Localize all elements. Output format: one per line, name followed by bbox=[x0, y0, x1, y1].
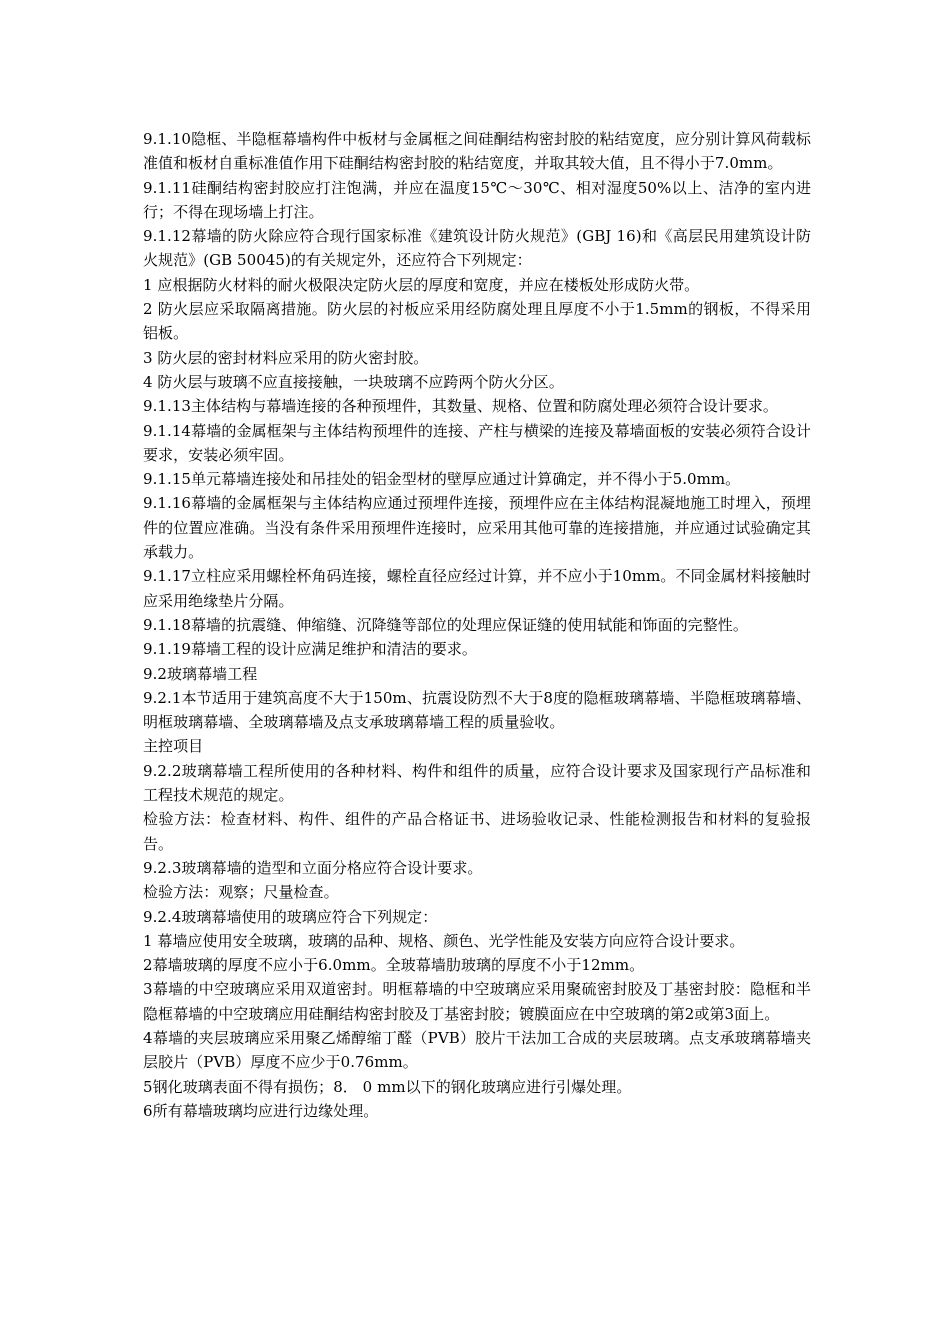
list-item-glass-6: 6所有幕墙玻璃均应进行边缘处理。 bbox=[143, 1101, 379, 1120]
inspection-method-9-2-3: 检验方法：观察；尺量检查。 bbox=[143, 883, 339, 902]
list-item-glass-4: 4幕墙的夹层玻璃应采用聚乙烯醇缩丁醛（PVB）胶片干法加工合成的夹层玻璃。点支承玻璃幕墙夹层胶片（PVB）厚度不应少于0.76mm。 bbox=[143, 1028, 811, 1072]
list-item-fire-4: 4 防火层与玻璃不应直接接触，一块玻璃不应跨两个防火分区。 bbox=[143, 372, 564, 391]
paragraph-9-2-4: 9.2.4玻璃幕墙使用的玻璃应符合下列规定： bbox=[143, 907, 438, 926]
list-item-glass-5: 5钢化玻璃表面不得有损伤；8． 0 mm以下的钢化玻璃应进行引爆处理。 bbox=[143, 1077, 632, 1096]
paragraph-9-1-14: 9.1.14幕墙的金属框架与主体结构预埋件的连接、产柱与横梁的连接及幕墙面板的安装必须符合设计要求，安装必须牢固。 bbox=[143, 421, 811, 464]
section-heading-9-2: 9.2玻璃幕墙工程 bbox=[143, 664, 258, 683]
paragraph-9-1-16: 9.1.16幕墙的金属框架与主体结构应通过预埋件连接，预埋件应在主体结构混凝地施工时埋入，预埋件的位置应准确。当没有条件采用预埋件连接时，应采用其他可靠的连接措施，并应通过试验确定其承载力。 bbox=[143, 494, 811, 562]
paragraph-9-1-12: 9.1.12幕墙的防火除应符合现行国家标准《建筑设计防火规范》(GBJ 16)和《高层民用建筑设计防火规范》(GB 50045)的有关规定外，还应符合下列规定： bbox=[143, 227, 811, 270]
list-item-glass-1: 1 幕墙应使用安全玻璃，玻璃的品种、规格、颜色、光学性能及安装方向应符合设计要求。 bbox=[143, 931, 745, 950]
inspection-method-9-2-2: 检验方法：检查材料、构件、组件的产品合格证书、进场验收记录、性能检测报告和材料的复验报告。 bbox=[143, 810, 811, 853]
paragraph-9-1-17: 9.1.17立柱应采用螺栓杯角码连接，螺栓直径应经过计算，并不应小于10mm。不同金属材料接触时应采用绝缘垫片分隔。 bbox=[143, 567, 811, 610]
paragraph-9-2-3: 9.2.3玻璃幕墙的造型和立面分格应符合设计要求。 bbox=[143, 858, 483, 877]
document-page bbox=[143, 127, 811, 1123]
paragraph-9-2-2: 9.2.2玻璃幕墙工程所使用的各种材料、构件和组件的质量，应符合设计要求及国家现行产品标准和工程技术规范的规定。 bbox=[143, 761, 811, 805]
list-item-glass-2: 2幕墙玻璃的厚度不应小于6.0mm。全玻幕墙肋玻璃的厚度不小于12mm。 bbox=[143, 956, 645, 975]
list-item-fire-1: 1 应根据防火材料的耐火极限决定防火层的厚度和宽度，并应在楼板处形成防火带。 bbox=[143, 275, 700, 294]
paragraph-9-1-13: 9.1.13主体结构与幕墙连接的各种预埋件，其数量、规格、位置和防腐处理必须符合设计要求。 bbox=[143, 397, 778, 416]
paragraph-9-1-19: 9.1.19幕墙工程的设计应满足维护和清洁的要求。 bbox=[143, 640, 477, 659]
paragraph-9-1-18: 9.1.18幕墙的抗震缝、伸缩缝、沉降缝等部位的处理应保证缝的使用轼能和饰面的完整性。 bbox=[143, 615, 748, 634]
list-item-glass-3: 3幕墙的中空玻璃应采用双道密封。明框幕墙的中空玻璃应采用聚硫密封胶及丁基密封胶：隐框和半隐框幕墙的中空玻璃应用硅酮结构密封胶及丁基密封胶；镀膜面应在中空玻璃的第2或第3面上。 bbox=[143, 980, 811, 1023]
paragraph-9-1-10: 9.1.10隐框、半隐框幕墙构件中板材与金属框之间硅酮结构密封胶的粘结宽度，应分别计算风荷载标准值和板材自重标准值作用下硅酮结构密封胶的粘结宽度，并取其较大值，且不得小于7.0mm。 bbox=[143, 130, 811, 173]
paragraph-9-1-15: 9.1.15单元幕墙连接处和吊挂处的铝金型材的壁厚应通过计算确定，并不得小于5.0mm。 bbox=[143, 470, 741, 489]
paragraph-9-1-11: 9.1.11硅酮结构密封胶应打注饱满，并应在温度15℃～30℃、相对湿度50%以上、洁净的室内进行；不得在现场墙上打注。 bbox=[143, 178, 811, 221]
subheading-main-items: 主控项目 bbox=[143, 737, 204, 756]
paragraph-9-2-1: 9.2.1本节适用于建筑高度不大于150m、抗震设防烈不大于8度的隐框玻璃幕墙、半隐框玻璃幕墙、明框玻璃幕墙、全玻璃幕墙及点支承玻璃幕墙工程的质量验收。 bbox=[143, 688, 811, 732]
list-item-fire-3: 3 防火层的密封材料应采用的防火密封胶。 bbox=[143, 348, 429, 367]
list-item-fire-2: 2 防火层应采取隔离措施。防火层的衬板应采用经防腐处理且厚度不小于1.5mm的钢板，不得采用铝板。 bbox=[143, 300, 811, 343]
